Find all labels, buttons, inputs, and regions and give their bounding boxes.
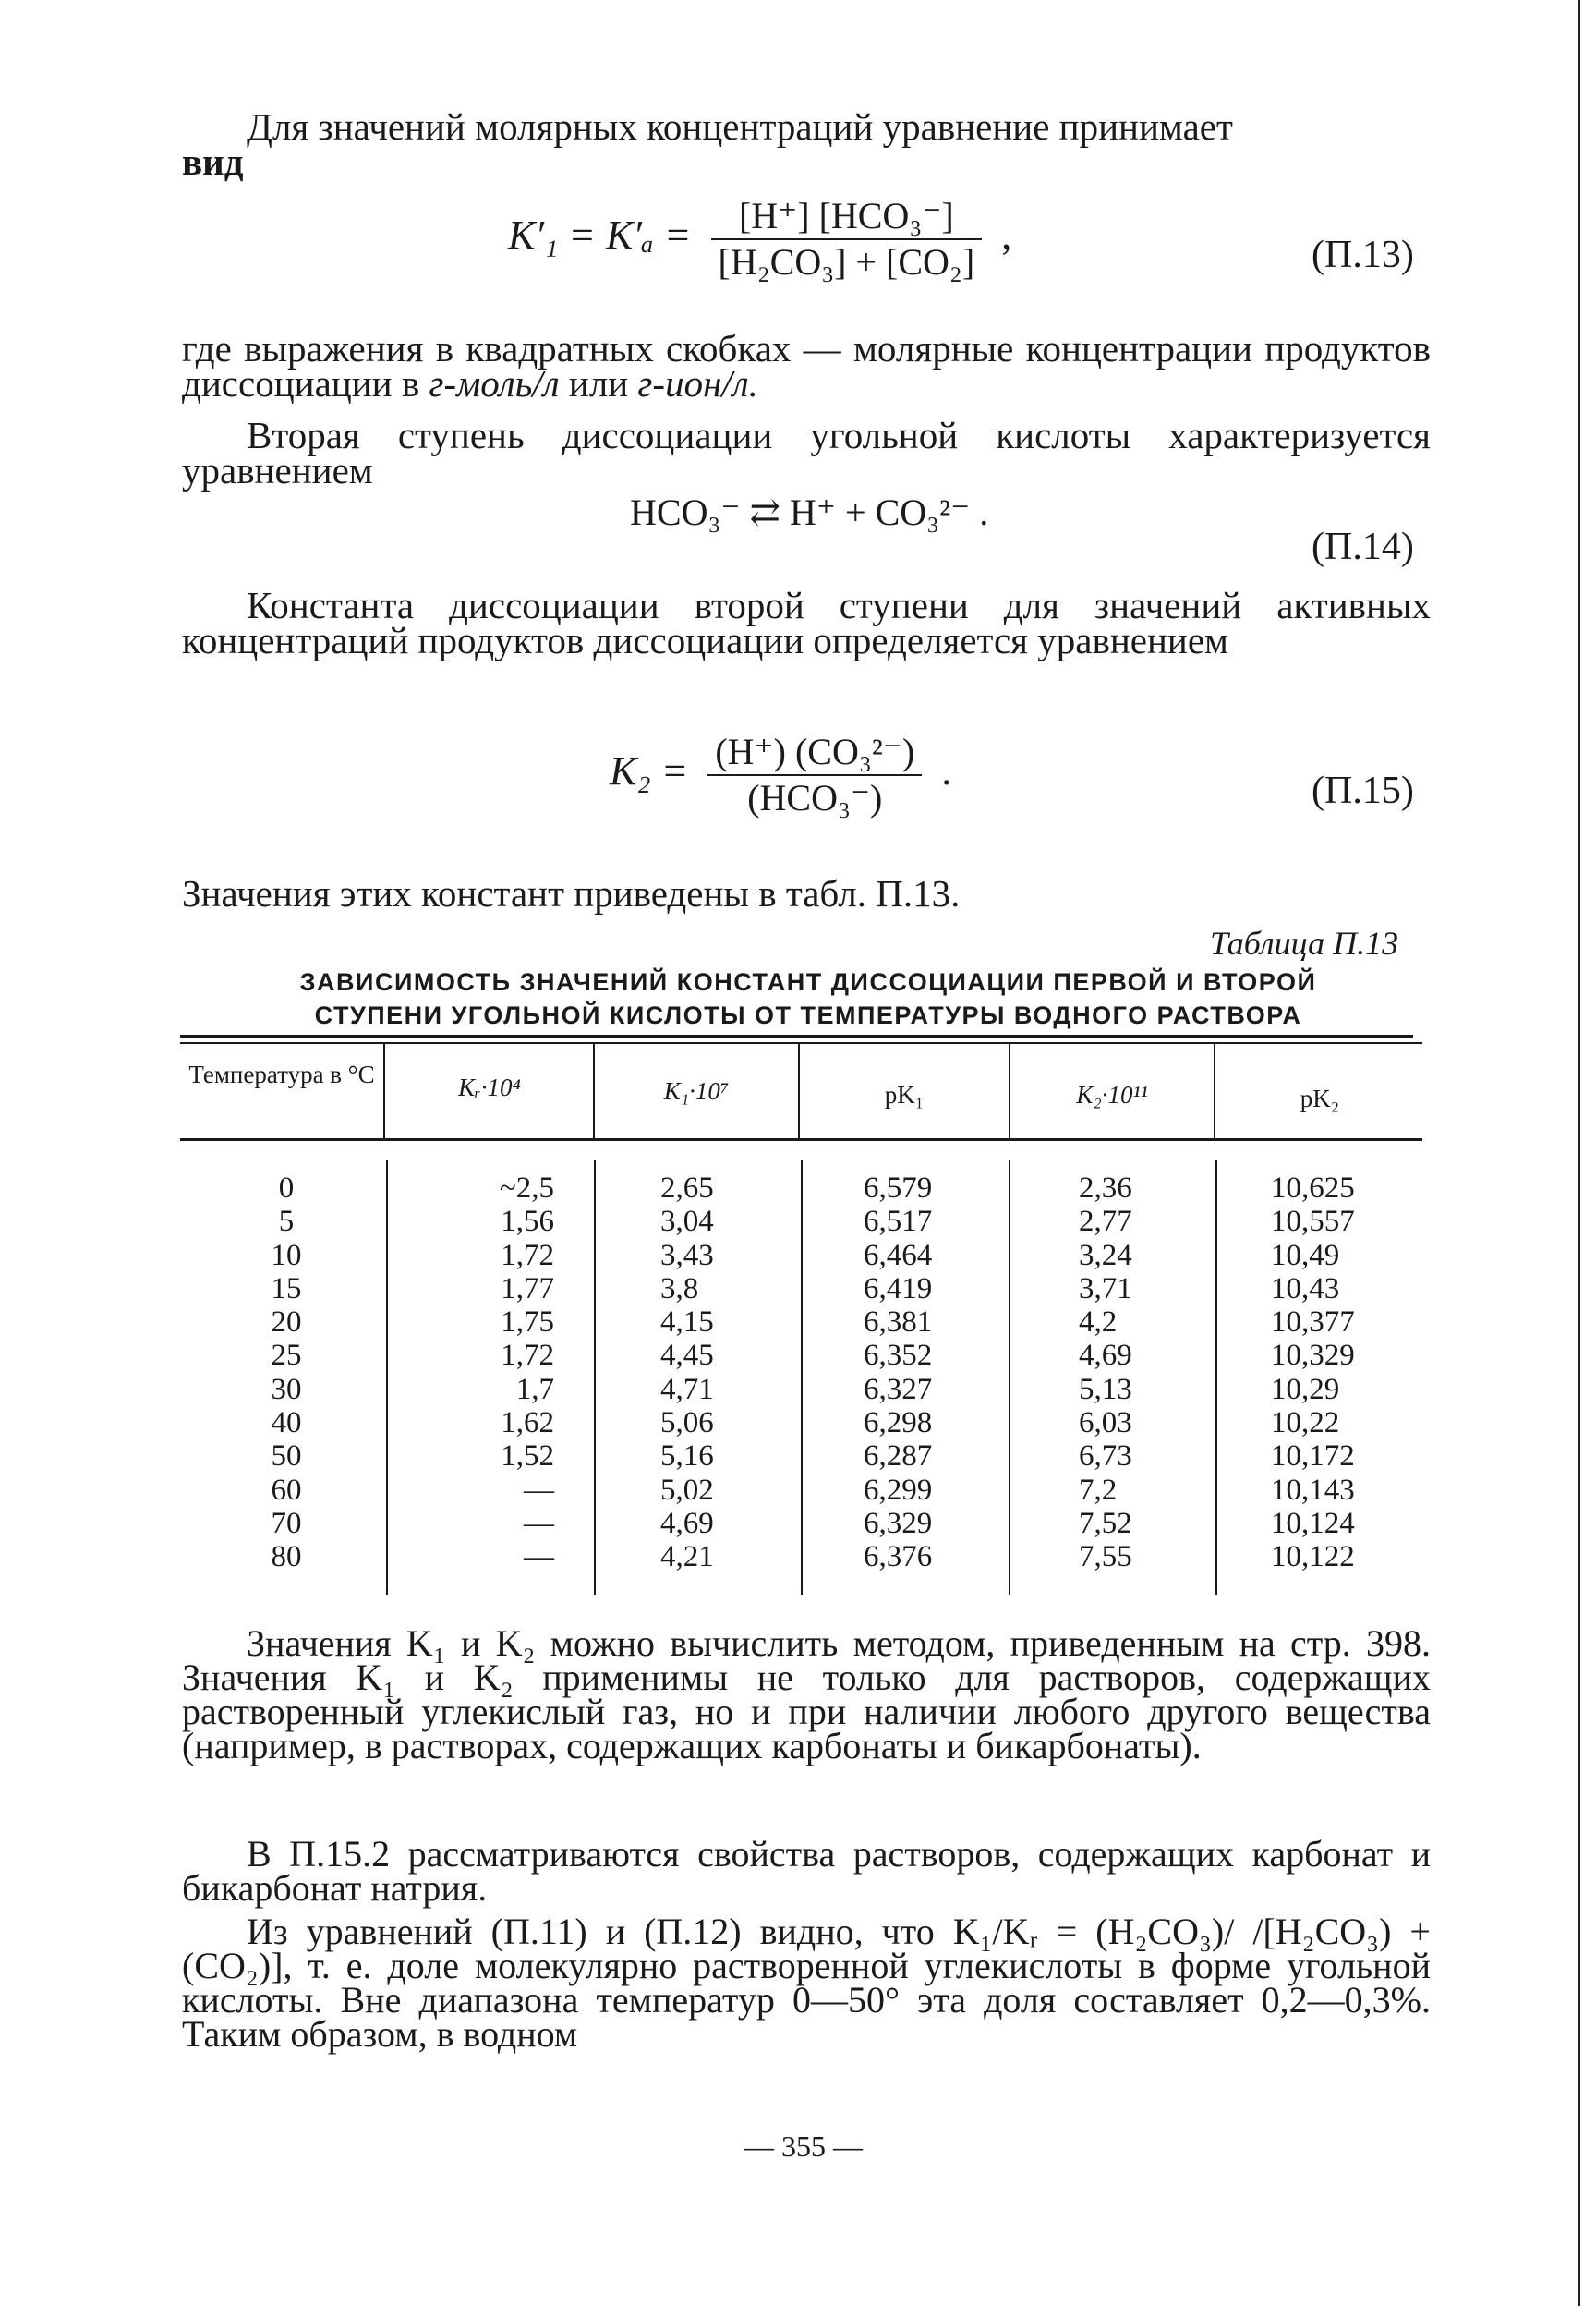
k-values-text: Значения K₁ и K₂ можно вычислить методом, приведенным на стр. 398. Значения K₁ и K₂ применимы не только для растворов, содержащих растворенный углекислый газ, но и при наличии любого другого вещества (например, в растворах, содержащих карбонаты и бикарбонаты). [182, 1622, 1431, 1766]
table-cell-pk1: 6,299 [864, 1473, 933, 1507]
equation-label-p15: (П.15) [1312, 770, 1414, 812]
table-cell-pk2: 10,172 [1271, 1439, 1355, 1474]
brackets-text: где выражения в квадратных скобках — молярные концентрации продуктов диссоциации в [182, 327, 1431, 405]
column-kr [434, 1171, 554, 1574]
table-cell-temp: 20 [271, 1305, 302, 1340]
eq15-denominator: (HCO₃⁻) [707, 774, 922, 820]
table-cell-k1: 2,65 [660, 1171, 714, 1205]
column-pk2 [1271, 1171, 1391, 1574]
section-ref-text: В П.15.2 рассматриваются свойства растворов, содержащих карбонат и бикарбонат натрия. [182, 1833, 1431, 1909]
table-cell-k2: 3,24 [1079, 1238, 1132, 1272]
header-temperature: Температура в °C [188, 1061, 375, 1088]
unit-mol-per-l: г-моль/л [429, 362, 560, 405]
table-cell-k2: 3,71 [1079, 1271, 1132, 1305]
table-cell-temp: 0 [278, 1171, 295, 1205]
table-cell-k1: 3,04 [660, 1205, 714, 1239]
eq13-tail: , [1001, 212, 1012, 259]
table-title [180, 965, 1436, 1032]
table-cell-pk1: 6,352 [864, 1339, 933, 1373]
table-cell-k2: 7,52 [1079, 1506, 1132, 1540]
table-cell-pk1: 6,376 [864, 1540, 933, 1574]
eq13-numerator: [H⁺] [HCO₃⁻] [738, 195, 954, 237]
table-cell-kr: 1,72 [501, 1339, 554, 1373]
page-edge-line [1578, 0, 1580, 2306]
table-cell-k1: 5,16 [660, 1439, 714, 1474]
paragraph-equations-ref [182, 1911, 1431, 2055]
table-cell-temp: 50 [271, 1439, 302, 1474]
table-cell-k2: 6,03 [1079, 1406, 1132, 1440]
table-cell-temp: 80 [271, 1540, 302, 1574]
table-cell-k1: 4,69 [660, 1506, 714, 1540]
table-cell-temp: 25 [271, 1339, 302, 1373]
header-pk2: pK₂ [1300, 1085, 1340, 1112]
eq15-lhs: K₂ = [610, 748, 689, 795]
paragraph-table-ref [182, 872, 1431, 915]
brackets-or: или [559, 362, 638, 405]
table-cell-pk1: 6,329 [864, 1506, 933, 1540]
table-cell-k2: 2,77 [1079, 1205, 1132, 1239]
table-cell-k1: 4,71 [660, 1372, 714, 1406]
table-cell-pk2: 10,22 [1271, 1406, 1340, 1440]
table-cell-kr: — [524, 1540, 554, 1574]
table-cell-kr: 1,62 [501, 1406, 554, 1440]
equation-p13 [508, 194, 1011, 285]
paragraph-constant [182, 584, 1431, 661]
table-cell-pk1: 6,287 [864, 1439, 933, 1474]
equation-label-p13: (П.13) [1312, 234, 1414, 276]
table-cell-kr: 1,75 [501, 1305, 554, 1340]
eq15-tail: . [941, 748, 952, 795]
paragraph-intro [182, 105, 1431, 183]
table-cell-pk1: 6,381 [864, 1305, 933, 1340]
eq13-denominator: [H₂CO₃] + [CO₂] [711, 238, 983, 285]
paragraph-second-stage [182, 414, 1431, 492]
table-cell-kr: 1,72 [501, 1238, 554, 1272]
table-cell-k2: 6,73 [1079, 1439, 1132, 1474]
paragraph-brackets [182, 327, 1431, 405]
table-cell-pk2: 10,29 [1271, 1372, 1340, 1406]
table-vline-2-body [594, 1160, 596, 1595]
table-caption: Таблица П.13 [1210, 925, 1399, 962]
table-cell-pk2: 10,124 [1271, 1506, 1355, 1540]
second-stage-text: Вторая ступень диссоциации угольной кислоты характеризуется уравнением [182, 414, 1431, 492]
column-temperature [245, 1171, 328, 1574]
column-pk1 [864, 1171, 984, 1574]
page-number: — 355 — [744, 2130, 863, 2163]
table-cell-kr: — [524, 1506, 554, 1540]
table-cell-temp: 10 [271, 1238, 302, 1272]
table-cell-k1: 3,8 [660, 1271, 699, 1305]
table-cell-pk1: 6,517 [864, 1205, 933, 1239]
table-cell-pk2: 10,377 [1271, 1305, 1355, 1340]
table-cell-k1: 5,06 [660, 1406, 714, 1440]
equation-p15 [610, 730, 951, 820]
table-cell-pk1: 6,327 [864, 1372, 933, 1406]
table-vline-4-header [1009, 1042, 1010, 1139]
table-cell-pk2: 10,122 [1271, 1540, 1355, 1574]
table-cell-pk1: 6,298 [864, 1406, 933, 1440]
header-kr: Kᵣ·10⁴ [458, 1074, 521, 1101]
table-header-rule [180, 1138, 1422, 1141]
table-cell-pk1: 6,419 [864, 1271, 933, 1305]
header-pk1: pK₁ [884, 1081, 925, 1109]
header-k2: K₂·10¹¹ [1076, 1081, 1148, 1109]
intro-line: Для значений молярных концентраций уравнение принимает [247, 105, 1233, 148]
table-cell-temp: 70 [271, 1506, 302, 1540]
table-cell-k2: 5,13 [1079, 1372, 1132, 1406]
table-cell-pk2: 10,625 [1271, 1171, 1355, 1205]
unit-ion-per-l: г-ион/л. [637, 362, 758, 405]
table-cell-k1: 4,15 [660, 1305, 714, 1340]
table-cell-kr: ~2,5 [499, 1171, 554, 1205]
table-cell-kr: 1,56 [501, 1205, 554, 1239]
table-cell-k1: 5,02 [660, 1473, 714, 1507]
column-k1 [660, 1171, 771, 1574]
table-vline-1-body [386, 1160, 388, 1595]
table-cell-pk2: 10,329 [1271, 1339, 1355, 1373]
table-top-rule [180, 1035, 1413, 1038]
table-vline-3-body [801, 1160, 803, 1595]
equation-label-p14: (П.14) [1312, 526, 1414, 568]
eq15-numerator: (H⁺) (CO₃²⁻) [715, 731, 915, 772]
table-cell-temp: 5 [278, 1205, 295, 1239]
table-vline-5-header [1214, 1042, 1215, 1139]
table-vline-5-body [1215, 1160, 1217, 1595]
table-title-line1: ЗАВИСИМОСТЬ ЗНАЧЕНИЙ КОНСТАНТ ДИССОЦИАЦИИ ПЕРВОЙ И ВТОРОЙ [299, 968, 1317, 996]
table-top-rule-2 [180, 1042, 1422, 1044]
table-cell-k1: 3,43 [660, 1238, 714, 1272]
table-cell-temp: 60 [271, 1473, 302, 1507]
table-cell-pk2: 10,557 [1271, 1205, 1355, 1239]
table-cell-kr: 1,7 [515, 1372, 554, 1406]
eq15-fraction [707, 730, 922, 820]
table-cell-pk1: 6,579 [864, 1171, 933, 1205]
column-k2 [1079, 1171, 1190, 1574]
table-cell-k2: 2,36 [1079, 1171, 1132, 1205]
table-vline-3-header [798, 1042, 800, 1139]
table-cell-temp: 30 [271, 1372, 302, 1406]
equation-p14: HCO₃⁻ ⇄ H⁺ + CO₃²⁻ . [630, 492, 989, 533]
table-cell-k2: 4,69 [1079, 1339, 1132, 1373]
eq13-fraction [711, 194, 983, 285]
table-cell-k2: 7,55 [1079, 1540, 1132, 1574]
table-vline-4-body [1009, 1160, 1010, 1595]
table-cell-k2: 7,2 [1079, 1473, 1118, 1507]
table-cell-kr: — [524, 1473, 554, 1507]
table-cell-pk2: 10,49 [1271, 1238, 1340, 1272]
table-cell-kr: 1,52 [501, 1439, 554, 1474]
paragraph-k-values [182, 1622, 1431, 1766]
table-cell-k1: 4,21 [660, 1540, 714, 1574]
table-ref-text: Значения этих констант приведены в табл. П.13. [182, 872, 961, 915]
table-vline-1-header [383, 1042, 385, 1139]
intro-word-vid: вид [182, 140, 244, 183]
table-cell-k1: 4,45 [660, 1339, 714, 1373]
table-cell-pk2: 10,43 [1271, 1271, 1340, 1305]
header-k1: K₁·10⁷ [663, 1077, 730, 1105]
table-cell-pk1: 6,464 [864, 1238, 933, 1272]
table-cell-pk2: 10,143 [1271, 1473, 1355, 1507]
paragraph-section-ref [182, 1833, 1431, 1909]
table-cell-kr: 1,77 [501, 1271, 554, 1305]
table-cell-temp: 15 [271, 1271, 302, 1305]
eq13-lhs: K′₁ = K′ₐ = [508, 212, 692, 259]
table-cell-temp: 40 [271, 1406, 302, 1440]
constant-text: Константа диссоциации второй ступени для значений активных концентраций продуктов диссоциации определяется уравнением [182, 584, 1431, 661]
table-cell-k2: 4,2 [1079, 1305, 1118, 1340]
equations-ref-text: Из уравнений (П.11) и (П.12) видно, что K₁/Kᵣ = (H₂CO₃)/ /[H₂CO₃) + (CO₂)], т. е. доле молекулярно растворенной углекислоты в форме угольной кислоты. Вне диапазона температур 0—50° эта доля составляет 0,2—0,3%. Таким образом, в водном [182, 1911, 1431, 2055]
table-vline-2-header [593, 1042, 595, 1139]
table-title-line2: СТУПЕНИ УГОЛЬНОЙ КИСЛОТЫ ОТ ТЕМПЕРАТУРЫ ВОДНОГО РАСТВОРА [314, 1001, 1302, 1029]
